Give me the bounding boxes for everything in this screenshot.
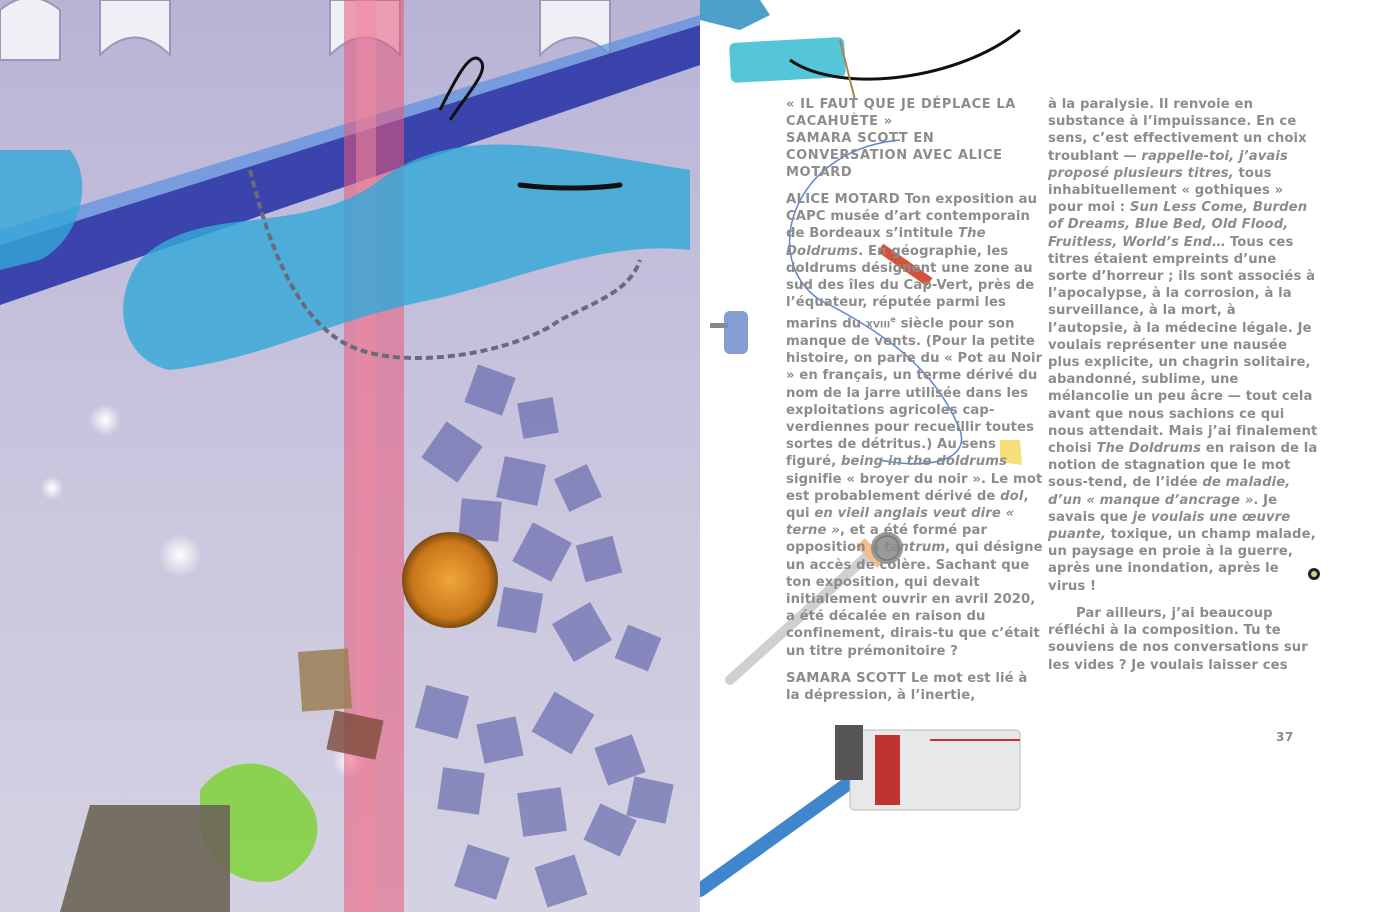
alternative-titles: Sun Less Come, Burden of Dreams, Blue Bed, Old Flood, Fruitless, World’s End [1048, 200, 1308, 250]
word-dol: dol [1000, 488, 1024, 504]
question-paragraph [786, 191, 1044, 660]
exhibition-title: The Doldrums [1096, 441, 1202, 457]
century-suffix: e [890, 315, 896, 325]
blue-cable [700, 775, 860, 890]
text-segment: . Je savais que [1048, 492, 1278, 525]
text-segment-italic: rappelle-toi, j’avais proposé plusieurs titres, [1048, 148, 1288, 181]
text-segment: , qui désigne un accès de colère. Sachant que ton exposition, qui devait initialement ouvrir en avril 2020, a été décalée en raison du confinement, dirais-tu que c’était un titre prémonitoire ? [786, 540, 1043, 659]
heading-quote: « IL FAUT QUE JE DÉPLACE LA CACAHUÈTE » [786, 97, 1016, 129]
text-segment: tous inhabituellement « gothiques » pour moi : [1048, 165, 1284, 216]
answer-paragraph [786, 670, 1044, 704]
text-page [700, 0, 1399, 912]
answer-continued-paragraph [1048, 96, 1320, 595]
page-number: 37 [1276, 730, 1294, 744]
text-segment: . En géographie, les doldrums désignent une zone au sud des îles du Cap-Vert, près de l’équateur, réputée parmi les marins du [786, 243, 1035, 332]
text-segment: en raison de la notion de stagnation que le mot sous-tend, de l’idée [1048, 441, 1318, 491]
word-tantrum: tantrum [884, 540, 946, 556]
english-phrase: being in the doldrums [840, 454, 1008, 470]
text-segment: à la paralysie. Il renvoie en substance à l’impuissance. En ce sens, c’est effectivement un choix troublant — [1048, 97, 1307, 164]
text-segment: siècle pour son manque de vents. (Pour la petite histoire, on parle du « Pot au Noir » en français, un terme dérivé du nom de la jarre utilisée dans les exploitations agricoles cap-verdiennes pour recueillir toutes sortes de détritus.) Au sens figuré, [786, 316, 1043, 470]
text-segment-italic: de maladie, d’un « manque d’ancrage » [1048, 475, 1291, 508]
text-segment-italic: je voulais une œuvre puante, [1048, 509, 1291, 543]
text-segment: , qui [786, 488, 1029, 522]
text-segment: toxique, un champ malade, un paysage en proie à la guerre, après une inondation, après le virus ! [1048, 527, 1316, 594]
text-segment: , et a été formé par opposition à [786, 523, 988, 556]
text-column-left [786, 96, 1044, 704]
speaker-samara-scott: SAMARA SCOTT [786, 670, 907, 686]
speaker-alice-motard: ALICE MOTARD [786, 192, 901, 207]
exhibition-title: The Doldrums [786, 226, 986, 259]
composition-paragraph: Par ailleurs, j’ai beaucoup réfléchi à la composition. Tu te souviens de nos conversations sur les vides ? Je voulais laisser ces [1048, 605, 1308, 673]
orange-slice [402, 532, 498, 628]
text-segment: Le mot est lié à la dépression, à l’inertie, [786, 670, 1028, 704]
old-english-note: en vieil anglais veut dire « terne » [786, 506, 1015, 539]
text-column-right [1048, 96, 1320, 674]
article-heading [786, 96, 1044, 181]
century-numeral: xviii [865, 316, 891, 332]
text-segment: signifie « broyer du noir ». Le mot est probablement dérivé de [786, 471, 1043, 504]
text-segment: Ton exposition au CAPC musée d’art contemporain de Bordeaux s’intitule [786, 192, 1038, 242]
heading-subtitle: SAMARA SCOTT EN CONVERSATION AVEC ALICE MOTARD [786, 131, 1003, 180]
text-segment: … Tous ces titres étaient empreints d’une sorte d’horreur ; ils sont associés à l’apocalypse, à la corrosion, à la surveillance, à la mort, à l’autopsie, à la médecine légale. Je voulais représenter une nausée plus explicite, un chagrin solitaire, abandonné, sublime, une mélancolie un peu âcre — tout cela avant que nous sachions ce qui nous attendait. Mais j’ai finalement choisi [1048, 234, 1318, 457]
